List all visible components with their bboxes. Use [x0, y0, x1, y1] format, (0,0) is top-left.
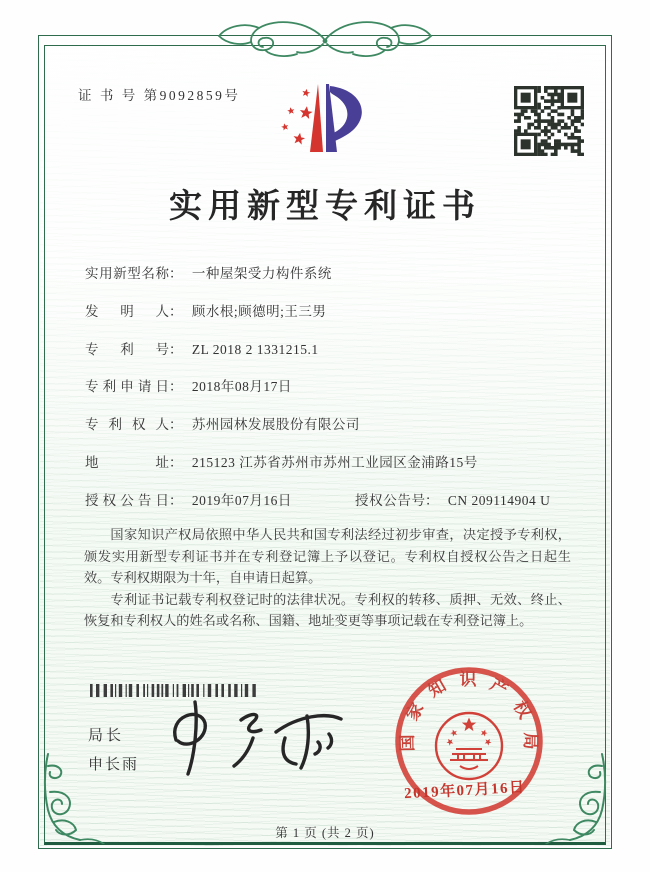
- field-value: ZL 2018 2 1331215.1: [191, 342, 319, 357]
- field-value: 苏州园林发展股份有限公司: [191, 417, 360, 432]
- field-value: 一种屋架受力构件系统: [191, 266, 332, 281]
- dragon-flourish-icon: [205, 14, 445, 62]
- page-footer: 第 1 页 (共 2 页): [275, 826, 375, 840]
- field-label: 专利号: [85, 342, 169, 357]
- field-label: 地址: [85, 455, 169, 470]
- national-emblem-icon: [436, 713, 502, 779]
- field-value: 2019年07月16日: [191, 493, 292, 508]
- field-row-name: 实用新型名称： 一种屋架受力构件系统: [85, 262, 332, 282]
- field-value: 215123 江苏省苏州市苏州工业园区金浦路15号: [191, 455, 478, 470]
- field-row-grant-date: 授权公告日： 2019年07月16日 授权公告号： CN 209114904 U: [85, 489, 292, 509]
- field-label: 专利申请日: [85, 379, 169, 394]
- seal-text-curved: [398, 670, 540, 752]
- field-value: CN 209114904 U: [447, 493, 551, 508]
- field-label: 实用新型名称: [85, 266, 169, 281]
- field-row-patentee: 专利权人： 苏州园林发展股份有限公司: [85, 413, 360, 433]
- field-row-inventors: 发明人： 顾水根;顾德明;王三男: [85, 300, 326, 320]
- field-row-patent-number: 专利号： ZL 2018 2 1331215.1: [85, 338, 319, 358]
- seal-date: 2019年07月16日: [403, 779, 526, 803]
- field-grant-number: 授权公告号： CN 209114904 U: [355, 489, 550, 509]
- director-signature-icon: [148, 696, 358, 780]
- body-paragraph: 专利证书记载专利权登记时的法律状况。专利权的转移、质押、无效、终止、恢复和专利权人的姓名或名称、国籍、地址变更等事项记载在专利登记簿上。: [84, 591, 571, 629]
- seal-text: 国家知识产权局: [397, 669, 541, 752]
- field-row-address: 地址： 215123 江苏省苏州市苏州工业园区金浦路15号: [85, 451, 478, 471]
- field-label: 发明人: [85, 304, 169, 319]
- qr-code: [514, 86, 584, 156]
- certificate-title: 实用新型专利证书: [169, 189, 481, 225]
- director-name: 申长雨: [88, 757, 140, 773]
- field-label: 专利权人: [85, 417, 169, 432]
- cnipa-logo-icon: [268, 80, 380, 170]
- field-label: 授权公告号: [355, 493, 425, 508]
- director-title: 局长: [88, 728, 125, 744]
- field-label: 授权公告日: [85, 493, 169, 508]
- field-row-filing-date: 专利申请日： 2018年08月17日: [85, 375, 292, 395]
- body-paragraph: 国家知识产权局依照中华人民共和国专利法经过初步审查，决定授予专利权，颁发实用新型专利证书并在专利登记簿上予以登记。专利权自授权公告之日起生效。专利权期限为十年，自申请日起算。: [84, 527, 571, 586]
- certificate-number: 证 书 号 第9092859号: [78, 88, 241, 103]
- certificate-body: [84, 524, 571, 632]
- field-value: 顾水根;顾德明;王三男: [191, 304, 327, 319]
- field-value: 2018年08月17日: [191, 379, 292, 394]
